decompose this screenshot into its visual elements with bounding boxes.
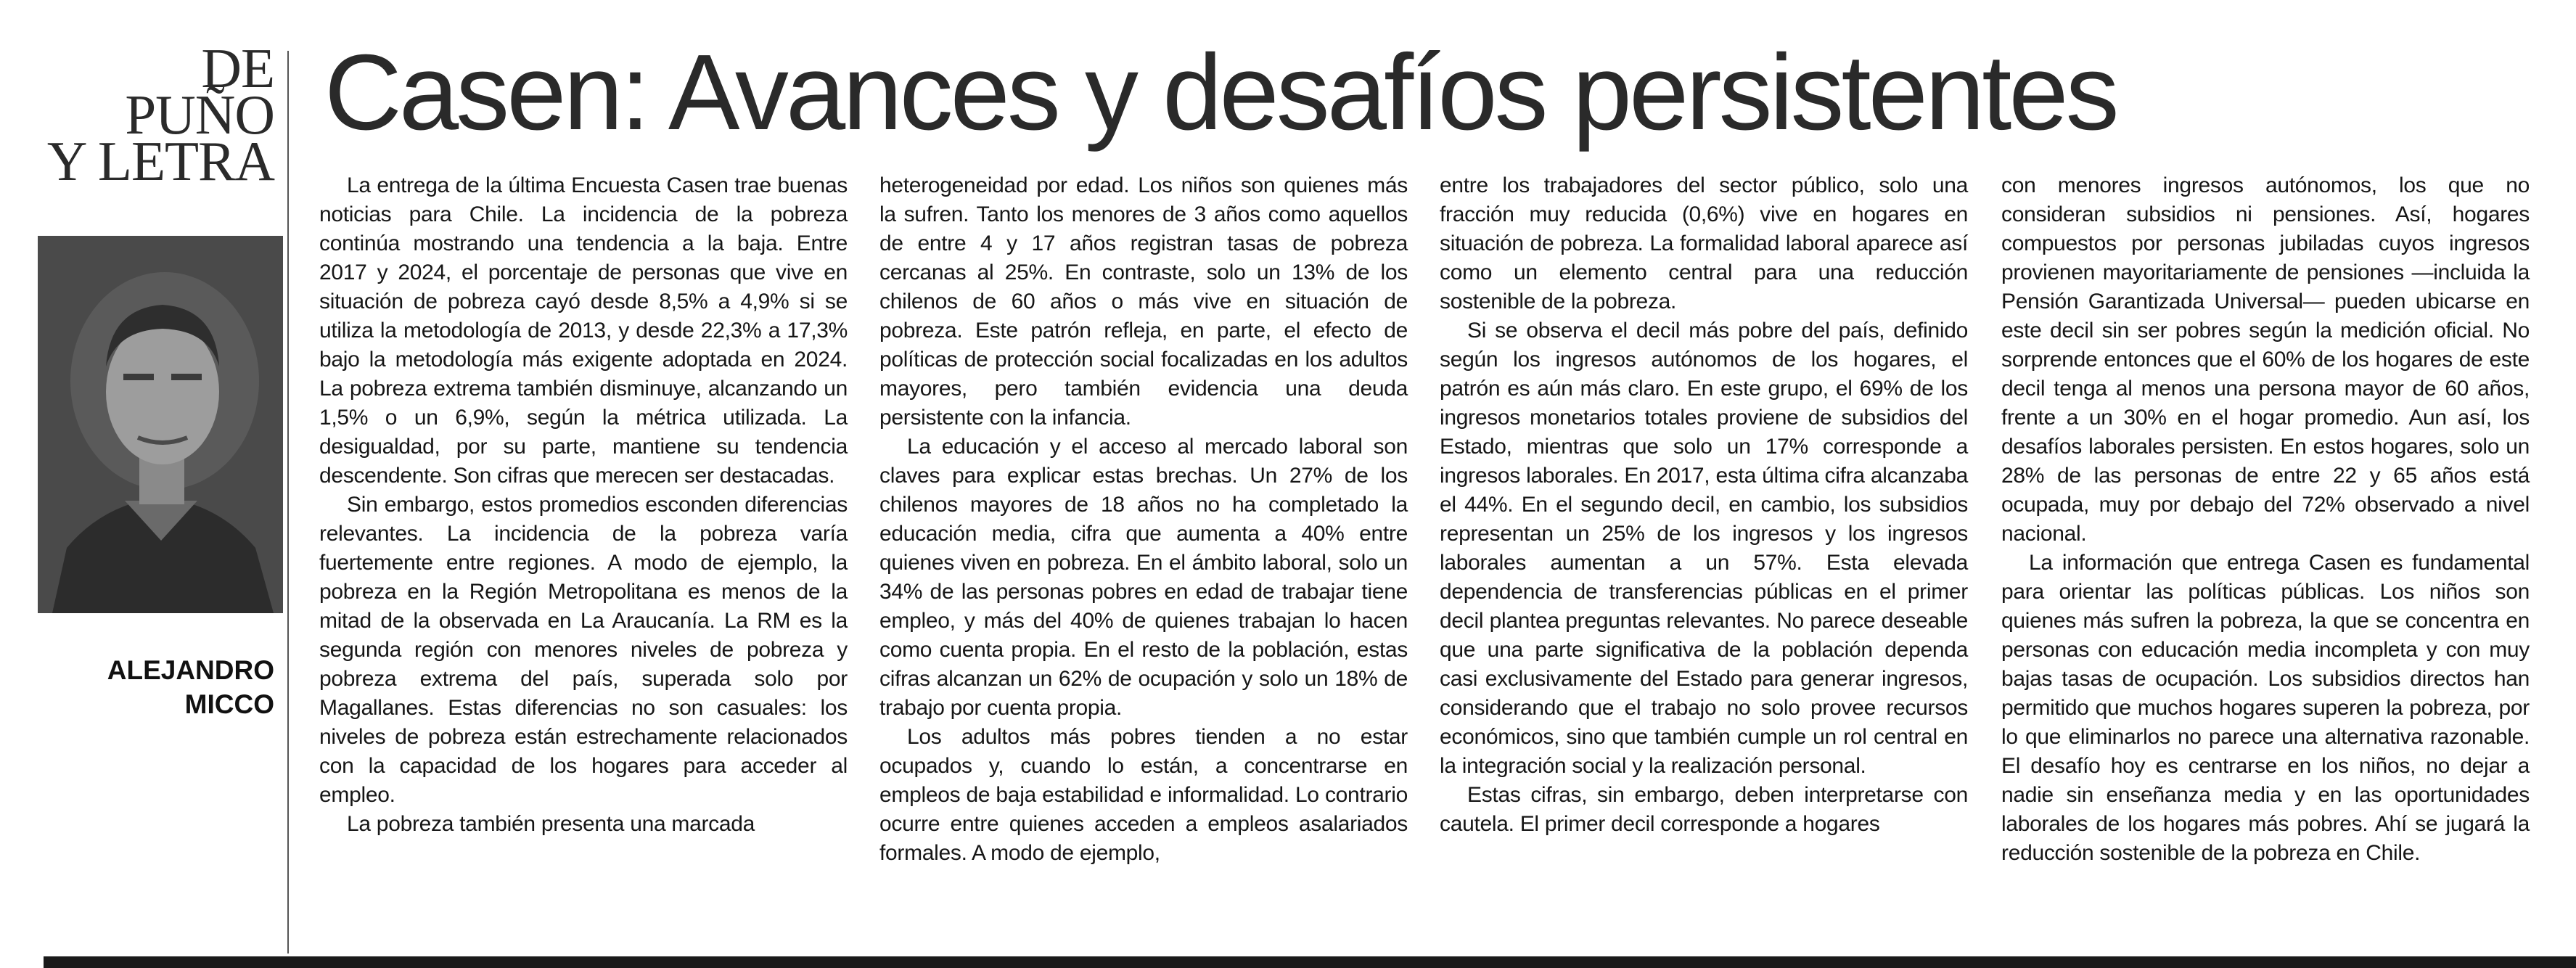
paragraph: La pobreza también presenta una marcada xyxy=(347,812,755,836)
article-column-4 xyxy=(2001,171,2530,868)
paragraph: Los adultos más pobres tienden a no estar ocupados y, cuando lo están, a concentrarse en empleos de baja estabilidad e informalidad. Lo contrario ocurre entre quienes acceden a empleos asalariados formales. A modo de ejemplo, xyxy=(879,725,1408,865)
author-name-line: ALEJANDRO xyxy=(107,655,274,685)
paragraph: La información que entrega Casen es fundamental para orientar las políticas públicas. Los niños son quienes más sufren la pobreza, la que se concentra en personas con educación media incompleta y con muy bajas tasas de ocupación. Los subsidios directos han permitido que muchos hogares superen la pobreza, por lo que eliminarlos no parece una alternativa razonable. El desafío hoy es centrarse en los niños, no dejar a nadie sin enseñanza media y en las oportunidades laborales de los hogares más pobres. Ahí se jugará la reducción sostenible de la pobreza en Chile. xyxy=(2001,551,2530,865)
article-column-2 xyxy=(879,171,1408,868)
section-title xyxy=(46,37,274,192)
article-column-3 xyxy=(1440,171,1968,839)
paragraph: La entrega de la última Encuesta Casen trae buenas noticias para Chile. La incidencia de la pobreza continúa mostrando una tendencia a la baja. Entre 2017 y 2024, el porcentaje de personas que vive en situación de pobreza cayó desde 8,5% a 4,9% si se utiliza la metodología de 2013, y desde 22,3% a 17,3% bajo la metodología más exigente adoptada en 2024. La pobreza extrema también disminuye, alcanzando un 1,5% o un 6,9%, según la métrica utilizada. La desigualdad, por su parte, mantiene su tendencia descendente. Son cifras que merecen ser destacadas. xyxy=(319,173,848,488)
paragraph: heterogeneidad por edad. Los niños son quienes más la sufren. Tanto los menores de 3 años como aquellos de entre 4 y 17 años registran tasas de pobreza cercanas al 25%. En contraste, solo un 13% de los chilenos de 60 años o más vive en situación de pobreza. Este patrón refleja, en parte, el efecto de políticas de protección social focalizadas en los adultos mayores, pero también evidencia una deuda persistente con la infancia. xyxy=(879,173,1408,430)
author-portrait-icon xyxy=(38,236,283,613)
article-column-1 xyxy=(319,171,848,839)
paragraph: entre los trabajadores del sector público, solo una fracción muy reducida (0,6%) vive en hogares en situación de pobreza. La formalidad laboral aparece así como un elemento central para una reducción sostenible de la pobreza. xyxy=(1440,173,1968,313)
footer-rule xyxy=(44,956,2576,968)
author-name-line: MICCO xyxy=(184,689,274,719)
paragraph: Si se observa el decil más pobre del país, definido según los ingresos autónomos de los hogares, el patrón es aún más claro. En este grupo, el 69% de los ingresos monetarios totales proviene de subsidios del Estado, mientras que solo un 17% corresponde a ingresos laborales. En 2017, esta última cifra alcanzaba el 44%. En el segundo decil, en cambio, los subsidios representan un 25% de los ingresos y los ingresos laborales aumentan a un 57%. Esta elevada dependencia de transferencias públicas en el primer decil plantea preguntas relevantes. No parece deseable que una parte significativa de la población dependa casi exclusivamente del Estado para generar ingresos, considerando que el trabajo no solo provee recursos económicos, sino que también cumple un rol central en la integración social y la realización personal. xyxy=(1440,319,1968,778)
paragraph: con menores ingresos autónomos, los que no consideran subsidios ni pensiones. Así, hogares compuestos por personas jubiladas cuyos ingresos provienen mayoritariamente de pensiones —incluida la Pensión Garantizada Universal— pueden ubicarse en este decil sin ser pobres según la medición oficial. No sorprende entonces que el 60% de los hogares de este decil tenga al menos una persona mayor de 60 años, frente a un 30% en el hogar promedio. Aun así, los desafíos laborales persisten. En estos hogares, solo un 28% de las personas de entre 22 y 65 años está ocupada, muy por debajo del 72% observado a nivel nacional. xyxy=(2001,173,2530,546)
column-sidebar xyxy=(0,0,284,956)
section-title-line: DE xyxy=(201,37,274,99)
author-photo xyxy=(38,236,283,613)
headline: Casen: Avances y desafíos persistentes xyxy=(324,33,2117,152)
paragraph: Estas cifras, sin embargo, deben interpretarse con cautela. El primer decil corresponde a hogares xyxy=(1440,783,1968,836)
section-title-line: Y LETRA xyxy=(46,130,274,192)
author-name xyxy=(107,653,274,721)
vertical-divider xyxy=(287,51,289,953)
section-title-line: PUÑO xyxy=(125,83,274,146)
paragraph: La educación y el acceso al mercado laboral son claves para explicar estas brechas. Un 27% de los chilenos mayores de 18 años no ha completado la educación media, cifra que aumenta a 40% entre quienes viven en pobreza. En el ámbito laboral, solo un 34% de las personas pobres en edad de trabajar tiene empleo, y más del 40% de quienes trabajan lo hacen como cuenta propia. En el resto de la población, estas cifras alcanzan un 62% de ocupación y solo un 18% de trabajo por cuenta propia. xyxy=(879,435,1408,720)
paragraph: Sin embargo, estos promedios esconden diferencias relevantes. La incidencia de la pobreza varía fuertemente entre regiones. A modo de ejemplo, la pobreza en la Región Metropolitana es menos de la mitad de la observada en La Araucanía. La RM es la segunda región con menores niveles de pobreza y pobreza extrema del país, superada solo por Magallanes. Estas diferencias no son casuales: los niveles de pobreza están estrechamente relacionados con la capacidad de los hogares para acceder al empleo. xyxy=(319,493,848,807)
